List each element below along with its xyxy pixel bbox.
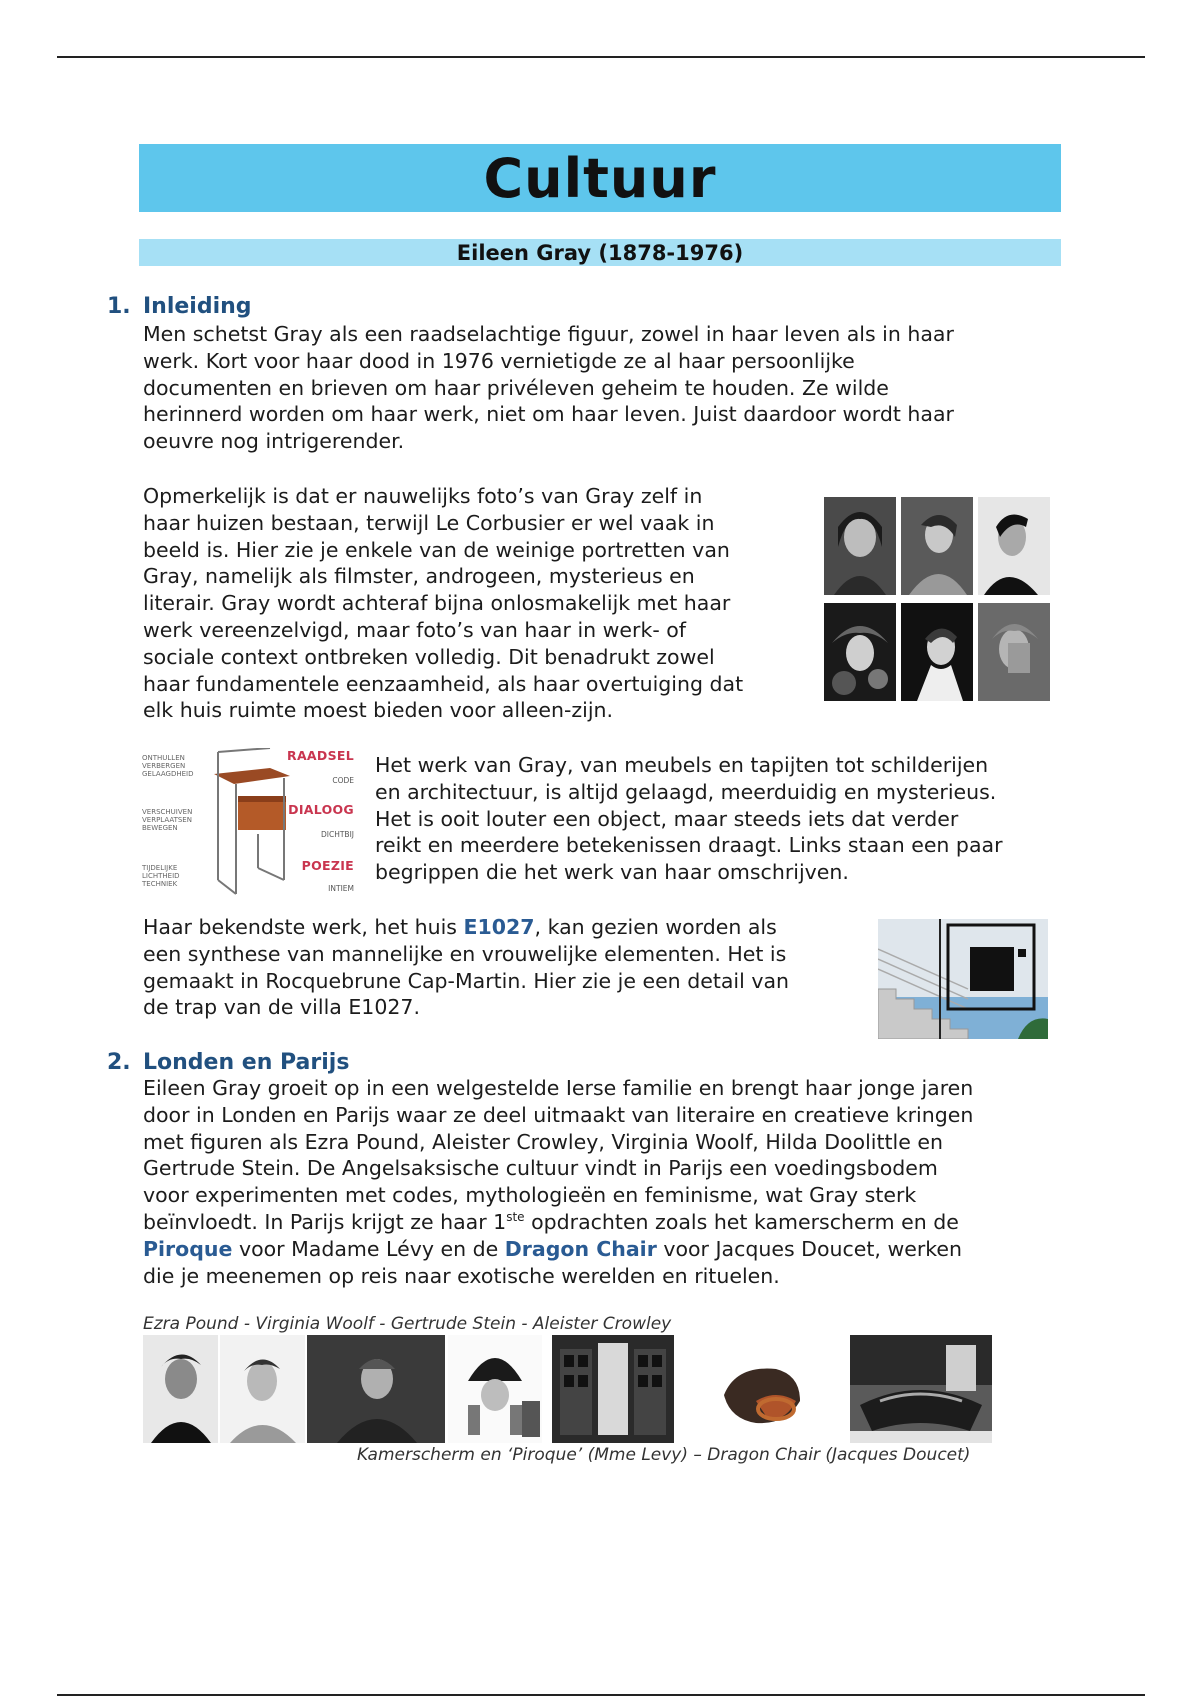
text-line: Men schetst Gray als een raadselachtige figuur, zowel in haar leven als in haar [143,322,954,346]
section-number: 2. [107,1050,131,1075]
bottom-rule [57,1694,1145,1696]
text-line: door in Londen en Parijs waar ze deel uitmaakt van literaire en creatieve kringen [143,1102,974,1127]
piroque-photo-icon [716,1335,808,1443]
concept-word: TIJDELIJKE [142,864,178,872]
concept-word: GELAAGDHEID [142,770,194,778]
section-heading-inleiding [107,294,252,319]
text-line: Gertrude Stein. De Angelsaksische cultuur vindt in Parijs een voedingsbodem [143,1156,938,1181]
concept-word: LICHTHEID [142,872,180,880]
portrait-photo-icon [824,603,896,701]
text-line: een synthese van mannelijke en vrouwelijke elementen. Het is [143,941,787,966]
concept-words-group [142,808,192,832]
text-line: en architectuur, is altijd gelaagd, meerduidig en mysterieus. [375,779,997,804]
portrait-photo-icon [307,1335,445,1443]
text-line [143,914,789,941]
portrait-photo-icon [220,1335,305,1443]
paragraph-intro [143,321,954,455]
page-title: Cultuur [483,146,717,210]
text-line: werk vereenzelvigd, maar foto’s van haar in werk- of [143,617,686,642]
text-span: Haar bekendste werk, het huis [143,915,464,939]
concept-keyword: POEZIE [301,858,354,873]
caption-portraits: Ezra Pound - Virginia Woolf - Gertrude Stein - Aleister Crowley [143,1314,672,1334]
concept-words-group [142,864,180,888]
text-line: die je meenemen op reis naar exotische werelden en rituelen. [143,1263,780,1288]
section-number: 1. [107,294,131,319]
page-subtitle: Eileen Gray (1878-1976) [456,240,744,265]
text-line: beeld is. Hier zie je enkele van de weinige portretten van [143,537,730,562]
subtitle-banner [139,239,1061,266]
paragraph-e1027 [143,914,789,1021]
text-line: elk huis ruimte moest bieden voor alleen-zijn. [143,698,614,723]
concept-word: VERPLAATSEN [142,816,192,824]
text-span: , kan gezien worden als [534,915,777,939]
text-line [143,1236,973,1263]
paragraph-portraits [143,483,743,724]
concept-word: ONTHULLEN [142,754,185,762]
portrait-photo-icon [901,603,973,701]
portrait-photo-icon [978,497,1050,595]
highlight-dragon-chair: Dragon Chair [504,1236,657,1261]
paragraph-londen-parijs [143,1075,973,1289]
staircase-photo-icon [878,919,1048,1039]
highlight-e1027: E1027 [463,915,535,939]
concept-word: VERBERGEN [142,762,186,770]
side-table-icon [212,748,292,896]
concept-keyword: DIALOOG [288,802,354,817]
section-title: Inleiding [143,294,252,319]
text-line: herinnerd worden om haar werk, niet om haar leven. Juist daardoor wordt haar [143,402,954,427]
portrait-photo-icon [448,1335,542,1443]
text-line: oeuvre nog intrigerender. [143,429,405,454]
dragon-chair-photo-icon [850,1335,992,1443]
portrait-photo-icon [824,497,896,595]
superscript: ste [506,1210,525,1225]
section-title: Londen en Parijs [143,1050,350,1075]
concepts-figure [142,748,354,896]
text-span: voor Madame Lévy en de [232,1236,505,1261]
text-line: voor experimenten met codes, mythologieën en feminisme, wat Gray sterk [143,1183,917,1208]
text-line: begrippen die het werk van haar omschrijven. [375,860,849,885]
text-span: beïnvloedt. In Parijs krijgt ze haar 1 [143,1209,507,1234]
top-rule [57,56,1145,58]
text-line: documenten en brieven om haar privéleven geheim te houden. Ze wilde [143,375,889,400]
text-line: haar fundamentele eenzaamheid, als haar overtuiging dat [143,671,744,696]
text-line: sociale context ontbreken volledig. Dit benadrukt zowel [143,644,715,669]
text-line: gemaakt in Rocquebrune Cap-Martin. Hier zie je een detail van [143,968,790,993]
portrait-photo-icon [901,497,973,595]
highlight-piroque: Piroque [143,1236,233,1261]
text-line: werk. Kort voor haar dood in 1976 vernietigde ze al haar persoonlijke [143,348,855,373]
concept-word: TECHNIEK [142,880,178,888]
concept-subword: DICHTBIJ [320,830,354,839]
text-line: Het is ooit louter een object, maar steeds iets dat verder [375,806,959,831]
text-line: literair. Gray wordt achteraf bijna onlosmakelijk met haar [143,591,731,616]
caption-works: Kamerscherm en ‘Piroque’ (Mme Levy) – Dragon Chair (Jacques Doucet) [357,1445,971,1465]
concept-word: VERSCHUIVEN [142,808,193,816]
paragraph-work [375,752,1003,886]
text-line: Het werk van Gray, van meubels en tapijten tot schilderijen [375,753,989,777]
text-span: opdrachten zoals het kamerscherm en de [524,1209,959,1234]
text-line: Gray, namelijk als filmster, androgeen, mysterieus en [143,564,695,589]
screen-photo-icon [552,1335,674,1443]
concept-subword: INTIEM [328,884,354,893]
text-line: Opmerkelijk is dat er nauwelijks foto’s van Gray zelf in [143,484,703,508]
text-line: met figuren als Ezra Pound, Aleister Crowley, Virginia Woolf, Hilda Doolittle en [143,1129,943,1154]
text-line: reikt en meerdere betekenissen draagt. Links staan een paar [375,833,1003,858]
text-line [143,1209,973,1236]
concept-subword: CODE [332,776,354,785]
page-title-banner [139,144,1061,212]
portrait-photo-icon [143,1335,218,1443]
text-span: voor Jacques Doucet, werken [656,1236,963,1261]
text-line: de trap van de villa E1027. [143,995,420,1020]
concept-keyword: RAADSEL [287,748,354,763]
portrait-grid [824,497,1050,701]
portrait-photo-icon [978,603,1050,701]
text-line: Eileen Gray groeit op in een welgestelde Ierse familie en brengt haar jonge jaren [143,1076,974,1100]
section-heading-londen-parijs [107,1050,349,1075]
text-line: haar huizen bestaan, terwijl Le Corbusier er wel vaak in [143,510,715,535]
concept-words-group [142,754,194,778]
concept-word: BEWEGEN [142,824,178,832]
